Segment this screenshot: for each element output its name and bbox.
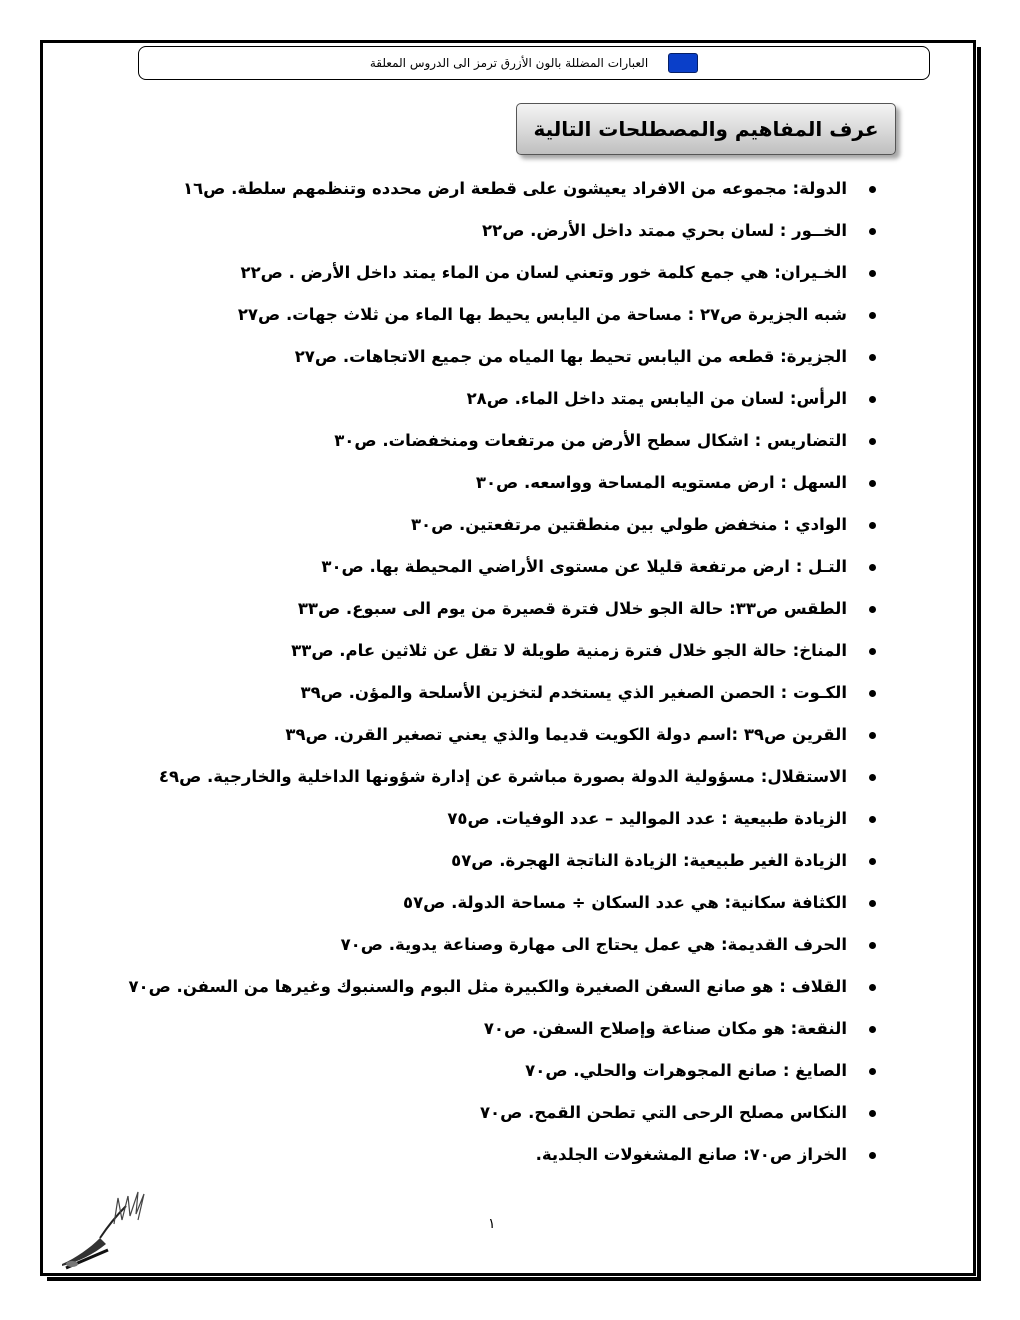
term-text: شبه الجزيرة ص٢٧ : مساحة من اليابس يحيط بها الماء من ثلاث جهات. ص٢٧ <box>237 305 847 324</box>
blue-legend-swatch <box>668 53 698 73</box>
bullet-icon <box>869 564 876 571</box>
term-item <box>156 756 876 798</box>
term-item <box>156 924 876 966</box>
term-item <box>156 798 876 840</box>
term-text: الزيادة الغير طبيعية: الزيادة الناتجة الهجرة. ص٥٧ <box>451 851 847 870</box>
bullet-icon <box>869 858 876 865</box>
bullet-icon <box>869 732 876 739</box>
term-text: القرين ص٣٩ :اسم دولة الكويت قديما والذي يعني تصغير القرن. ص٣٩ <box>285 725 847 744</box>
bullet-icon <box>869 186 876 193</box>
quill-pen-icon <box>56 1180 152 1272</box>
term-text: النقعة: هو مكان صناعة وإصلاح السفن. ص٧٠ <box>483 1019 847 1038</box>
bullet-icon <box>869 438 876 445</box>
section-title-box <box>516 103 896 155</box>
bullet-icon <box>869 816 876 823</box>
bullet-icon <box>869 1110 876 1117</box>
term-text: التضاريس : اشكال سطح الأرض من مرتفعات ومنخفضات. ص٣٠ <box>334 431 847 450</box>
term-item <box>156 504 876 546</box>
term-text: الحرف القديمة: هي عمل يحتاج الى مهارة وصناعة يدوية. ص٧٠ <box>340 935 847 954</box>
term-text: السهل : ارض مستويه المساحة وواسعه. ص٣٠ <box>475 473 847 492</box>
term-item <box>156 1050 876 1092</box>
term-text: الوادي : منخفض طولي بين منطقتين مرتفعتين. ص٣٠ <box>410 515 847 534</box>
bullet-icon <box>869 1026 876 1033</box>
term-text: الخـيران: هي جمع كلمة خور وتعني لسان من الماء يمتد داخل الأرض . ص٢٢ <box>240 263 847 282</box>
term-text: الدولة: مجموعه من الافراد يعيشون على قطعة ارض محدده وتنظمهم سلطة. ص١٦ <box>183 179 847 198</box>
term-item <box>156 546 876 588</box>
bullet-icon <box>869 480 876 487</box>
bullet-icon <box>869 942 876 949</box>
term-text: القلاف : هو صانع السفن الصغيرة والكبيرة مثل البوم والسنبوك وغيرها من السفن. ص٧٠ <box>128 977 847 996</box>
bullet-icon <box>869 984 876 991</box>
bullet-icon <box>869 1068 876 1075</box>
term-text: الجزيرة: قطعه من اليابس تحيط بها المياه من جميع الاتجاهات. ص٢٧ <box>294 347 847 366</box>
bullet-icon <box>869 270 876 277</box>
page-number: ١ <box>488 1216 496 1232</box>
bullet-icon <box>869 354 876 361</box>
term-item <box>156 714 876 756</box>
bullet-icon <box>869 312 876 319</box>
term-item <box>156 420 876 462</box>
bullet-icon <box>869 396 876 403</box>
bullet-icon <box>869 1152 876 1159</box>
term-text: الاستقلال: مسؤولية الدولة بصورة مباشرة عن إدارة شؤونها الداخلية والخارجية. ص٤٩ <box>158 767 847 786</box>
bullet-icon <box>869 648 876 655</box>
term-text: الخراز ص٧٠: صانع المشغولات الجلدية. <box>535 1145 847 1164</box>
term-text: التـل : ارض مرتفعة قليلا عن مستوى الأراضي المحيطة بها. ص٣٠ <box>321 557 847 576</box>
bullet-icon <box>869 606 876 613</box>
bullet-icon <box>869 774 876 781</box>
term-item <box>156 294 876 336</box>
term-item <box>156 378 876 420</box>
term-text: الخــور : لسان بحري ممتد داخل الأرض. ص٢٢ <box>482 221 847 240</box>
term-text: الصايغ : صانع المجوهرات والحلي. ص٧٠ <box>525 1061 847 1080</box>
term-item <box>156 336 876 378</box>
bullet-icon <box>869 690 876 697</box>
term-item <box>156 1134 876 1176</box>
bullet-icon <box>869 900 876 907</box>
term-item <box>156 840 876 882</box>
term-text: الطقس ص٣٣: حالة الجو خلال فترة قصيرة من يوم الى سبوع. ص٣٣ <box>297 599 847 618</box>
term-item <box>156 630 876 672</box>
term-item <box>156 1092 876 1134</box>
header-note: العبارات المضللة بالون الأزرق ترمز الى الدروس المعلقة <box>369 56 649 70</box>
term-text: النكاس مصلح الرحى التي تطحن القمح. ص٧٠ <box>479 1103 847 1122</box>
term-item <box>156 882 876 924</box>
header-note-box <box>138 46 930 80</box>
term-text: الكـوت : الحصن الصغير الذي يستخدم لتخزين الأسلحة والمؤن. ص٣٩ <box>300 683 847 702</box>
section-title: عرف المفاهيم والمصطلحات التالية <box>533 117 879 141</box>
term-item <box>156 588 876 630</box>
terms-list <box>128 168 876 1176</box>
bullet-icon <box>869 522 876 529</box>
term-item <box>128 966 876 1008</box>
term-text: الزيادة طبيعية : عدد المواليد – عدد الوفيات. ص٧٥ <box>447 809 847 828</box>
term-text: الرأس: لسان من اليابس يمتد داخل الماء. ص٢٨ <box>466 389 847 408</box>
term-item <box>156 462 876 504</box>
term-item <box>156 210 876 252</box>
term-item <box>156 168 876 210</box>
term-text: الكثافة سكانية: هي عدد السكان ÷ مساحة الدولة. ص٥٧ <box>403 893 847 912</box>
term-item <box>156 252 876 294</box>
term-item <box>156 672 876 714</box>
bullet-icon <box>869 228 876 235</box>
term-text: المناخ: حالة الجو خلال فترة زمنية طويلة لا تقل عن ثلاثين عام. ص٣٣ <box>291 641 847 660</box>
term-item <box>156 1008 876 1050</box>
